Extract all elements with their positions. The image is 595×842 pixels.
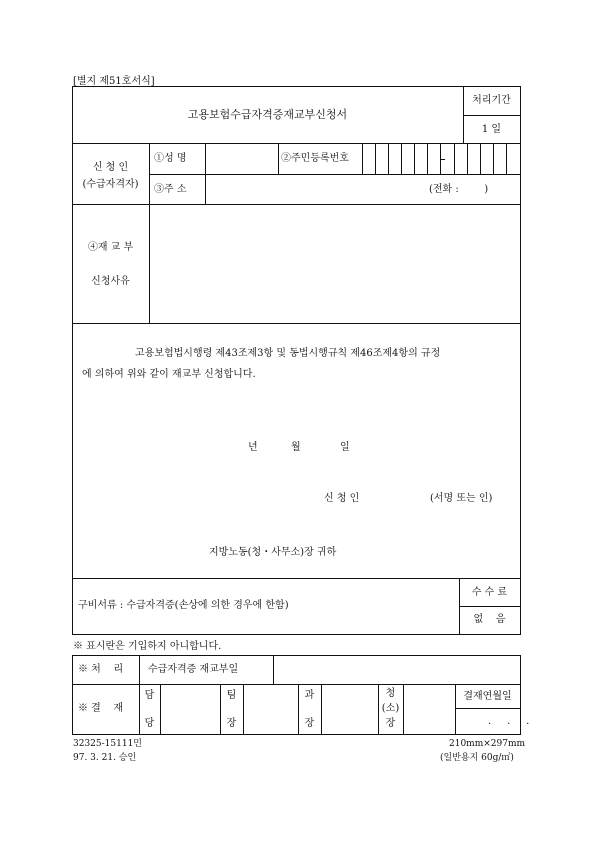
- reason-label-line1: ④재 교 부: [87, 242, 134, 253]
- footer-form-number: 32325-15111민: [73, 739, 142, 749]
- reason-field[interactable]: [150, 205, 519, 322]
- office-processing-value: 수급자격증 재교부일: [148, 664, 239, 675]
- approver-team-bottom: 장: [226, 718, 237, 729]
- approver-staff-top: 담: [144, 690, 155, 701]
- footer-paper-weight: (일반용지 60g/㎡): [440, 753, 514, 763]
- reissue-date-field[interactable]: [274, 656, 519, 683]
- approver-team-sign-box[interactable]: [244, 685, 297, 733]
- form-title: 고용보험수급자격증재교부신청서: [187, 108, 348, 121]
- phone-field[interactable]: (전화 : ): [429, 184, 489, 195]
- approver-staff-bottom: 당: [144, 718, 155, 729]
- approver-chief-mid: (소): [381, 703, 400, 714]
- footer-approval-date: 97. 3. 21. 승인: [73, 753, 137, 763]
- date-month-label: 월: [291, 442, 301, 453]
- declaration-line2: 에 의하여 위와 같이 재교부 신청합니다.: [82, 369, 256, 380]
- name-label: ①성 명: [154, 153, 187, 164]
- date-day-label: 일: [340, 442, 350, 453]
- applicant-label: 신 청 인: [92, 162, 129, 173]
- approver-chief-bottom: 장: [385, 718, 396, 729]
- date-year-label: 년: [248, 442, 258, 453]
- fee-value: 없 음: [473, 614, 506, 625]
- required-documents: 구비서류 : 수급자격증(손상에 의한 경우에 한함): [78, 600, 289, 611]
- address-label: ③주 소: [154, 184, 187, 195]
- approver-section-sign-box[interactable]: [322, 685, 377, 733]
- approver-section-top: 과: [304, 690, 315, 701]
- office-use-note: ※ 표시란은 기입하지 아니합니다.: [73, 641, 222, 652]
- addressee: 지방노동(청・사무소)장 귀하: [209, 547, 337, 558]
- declaration-line1: 고용보험법시행령 제43조제3항 및 동법시행규칙 제46조제4항의 규정: [135, 348, 441, 359]
- approval-date-field[interactable]: . . .: [488, 716, 530, 727]
- signer-label: 신 청 인: [324, 493, 360, 504]
- processing-period-label: 처리기간: [472, 95, 511, 106]
- signature-field[interactable]: (서명 또는 인): [430, 493, 493, 504]
- approver-team-top: 팀: [226, 690, 237, 701]
- reason-label-line2: 신청사유: [91, 276, 130, 287]
- approver-chief-top: 청: [385, 688, 396, 699]
- office-approval-label: ※ 결 재: [78, 703, 124, 714]
- form-reference: [별지 제51호서식]: [73, 76, 155, 87]
- fee-label: 수 수 료: [471, 587, 508, 598]
- approver-staff-sign-box[interactable]: [161, 685, 219, 733]
- name-field[interactable]: [206, 144, 277, 173]
- applicant-sublabel: (수급자격자): [82, 179, 139, 190]
- rrn-label: ②주민등록번호: [281, 153, 349, 164]
- office-processing-label: ※ 처 리: [78, 664, 124, 675]
- approver-chief-sign-box[interactable]: [404, 685, 454, 733]
- footer-paper-size: 210mm×297mm: [449, 739, 526, 749]
- approval-date-label: 결재연월일: [463, 691, 512, 702]
- processing-period-value: 1 일: [481, 124, 502, 135]
- address-field[interactable]: [206, 175, 416, 203]
- approver-section-bottom: 장: [304, 718, 315, 729]
